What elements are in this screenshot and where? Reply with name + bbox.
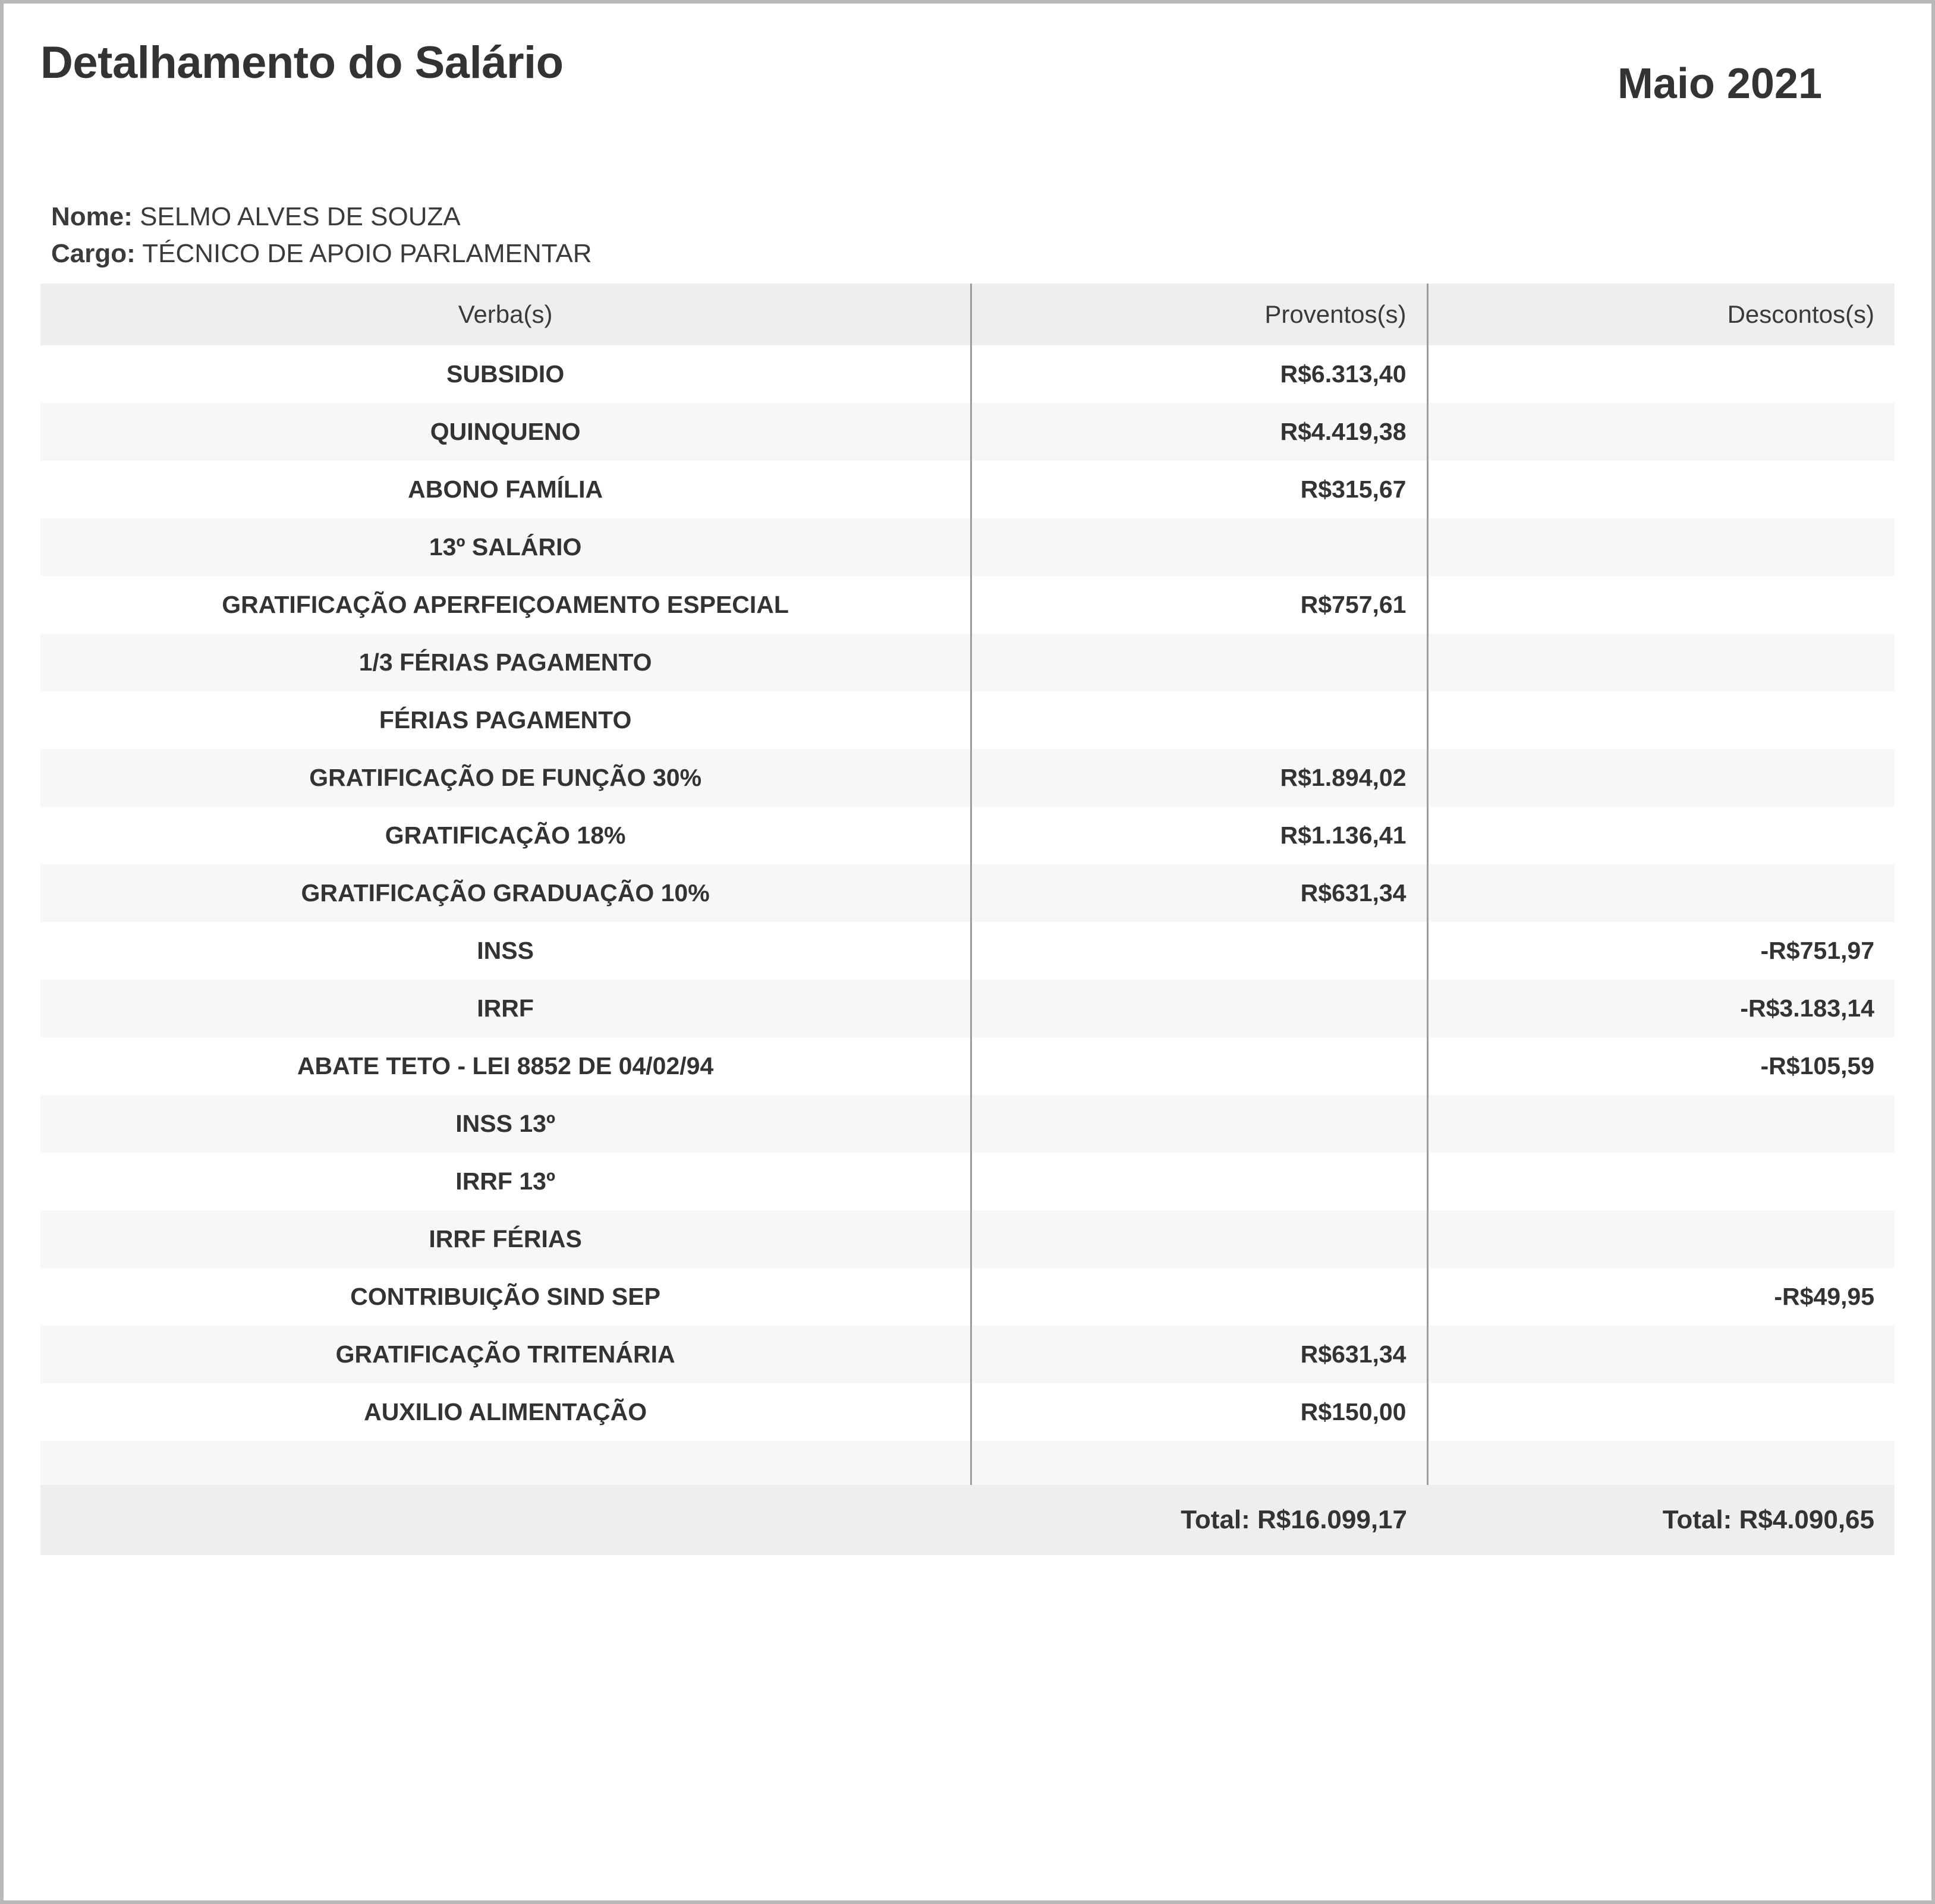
table-row <box>40 922 1895 980</box>
cell-proventos: R$6.313,40 <box>971 345 1427 403</box>
cell-proventos <box>971 1153 1427 1210</box>
table-row <box>40 576 1895 634</box>
cell-descontos: -R$751,97 <box>1427 922 1895 980</box>
cell-descontos <box>1427 461 1895 518</box>
cell-descontos <box>1427 1383 1895 1441</box>
table-row <box>40 1268 1895 1326</box>
cell-verba: GRATIFICAÇÃO 18% <box>40 807 971 864</box>
table-row <box>40 461 1895 518</box>
cell-verba: FÉRIAS PAGAMENTO <box>40 691 971 749</box>
table-footer <box>40 1485 1895 1555</box>
reference-period: Maio 2021 <box>1617 60 1822 108</box>
cell-verba: 1/3 FÉRIAS PAGAMENTO <box>40 634 971 691</box>
cell-verba: GRATIFICAÇÃO GRADUAÇÃO 10% <box>40 864 971 922</box>
cell-proventos: R$757,61 <box>971 576 1427 634</box>
cell-verba: GRATIFICAÇÃO TRITENÁRIA <box>40 1326 971 1383</box>
total-descontos: Total: R$4.090,65 <box>1427 1485 1895 1555</box>
salary-breakdown-table <box>40 284 1895 1555</box>
cell-descontos <box>1427 403 1895 461</box>
table-row <box>40 1383 1895 1441</box>
cell-verba: SUBSIDIO <box>40 345 971 403</box>
cell-verba: 13º SALÁRIO <box>40 518 971 576</box>
employee-name-label: Nome: <box>51 202 133 231</box>
cell-proventos: R$631,34 <box>971 864 1427 922</box>
spacer-cell <box>40 1441 971 1485</box>
cell-descontos <box>1427 1326 1895 1383</box>
cell-descontos <box>1427 518 1895 576</box>
cell-descontos <box>1427 807 1895 864</box>
cell-proventos: R$4.419,38 <box>971 403 1427 461</box>
cell-verba: IRRF FÉRIAS <box>40 1210 971 1268</box>
document-header <box>40 38 1895 108</box>
column-header-verba: Verba(s) <box>40 284 971 345</box>
cell-proventos: R$1.136,41 <box>971 807 1427 864</box>
cell-proventos: R$150,00 <box>971 1383 1427 1441</box>
totals-label-cell <box>40 1485 971 1555</box>
column-header-descontos: Descontos(s) <box>1427 284 1895 345</box>
cell-descontos <box>1427 1095 1895 1153</box>
table-row <box>40 1153 1895 1210</box>
cell-descontos <box>1427 576 1895 634</box>
cell-proventos <box>971 518 1427 576</box>
cell-verba: INSS <box>40 922 971 980</box>
cell-descontos: -R$3.183,14 <box>1427 980 1895 1037</box>
cell-proventos <box>971 634 1427 691</box>
table-body <box>40 345 1895 1485</box>
table-row <box>40 980 1895 1037</box>
cell-verba: AUXILIO ALIMENTAÇÃO <box>40 1383 971 1441</box>
cell-verba: QUINQUENO <box>40 403 971 461</box>
cell-descontos <box>1427 345 1895 403</box>
table-row <box>40 634 1895 691</box>
cell-verba: GRATIFICAÇÃO APERFEIÇOAMENTO ESPECIAL <box>40 576 971 634</box>
employee-info <box>51 199 1895 273</box>
totals-row <box>40 1485 1895 1555</box>
table-row <box>40 807 1895 864</box>
column-header-proventos: Proventos(s) <box>971 284 1427 345</box>
cell-verba: IRRF <box>40 980 971 1037</box>
cell-proventos <box>971 922 1427 980</box>
cell-descontos <box>1427 634 1895 691</box>
table-row <box>40 1095 1895 1153</box>
cell-verba: ABONO FAMÍLIA <box>40 461 971 518</box>
cell-proventos: R$1.894,02 <box>971 749 1427 807</box>
employee-role-line <box>51 235 1895 272</box>
table-row <box>40 403 1895 461</box>
table-header-row <box>40 284 1895 345</box>
cell-proventos: R$631,34 <box>971 1326 1427 1383</box>
table-row <box>40 864 1895 922</box>
cell-descontos: -R$49,95 <box>1427 1268 1895 1326</box>
cell-descontos <box>1427 749 1895 807</box>
cell-verba: GRATIFICAÇÃO DE FUNÇÃO 30% <box>40 749 971 807</box>
cell-proventos <box>971 691 1427 749</box>
cell-descontos <box>1427 864 1895 922</box>
spacer-cell <box>971 1441 1427 1485</box>
cell-verba: CONTRIBUIÇÃO SIND SEP <box>40 1268 971 1326</box>
table-row <box>40 1326 1895 1383</box>
cell-proventos <box>971 1095 1427 1153</box>
cell-descontos <box>1427 691 1895 749</box>
table-row <box>40 1210 1895 1268</box>
paystub-content <box>4 4 1931 1555</box>
table-header <box>40 284 1895 345</box>
cell-verba: ABATE TETO - LEI 8852 DE 04/02/94 <box>40 1037 971 1095</box>
employee-role-value: TÉCNICO DE APOIO PARLAMENTAR <box>142 239 592 269</box>
table-row <box>40 691 1895 749</box>
cell-proventos <box>971 980 1427 1037</box>
employee-role-label: Cargo: <box>51 239 136 269</box>
spacer-cell <box>1427 1441 1895 1485</box>
page-title: Detalhamento do Salário <box>40 37 564 88</box>
cell-verba: INSS 13º <box>40 1095 971 1153</box>
table-row <box>40 1037 1895 1095</box>
cell-verba: IRRF 13º <box>40 1153 971 1210</box>
table-spacer-row <box>40 1441 1895 1485</box>
table-row <box>40 518 1895 576</box>
cell-proventos <box>971 1037 1427 1095</box>
cell-descontos: -R$105,59 <box>1427 1037 1895 1095</box>
table-row <box>40 749 1895 807</box>
total-proventos: Total: R$16.099,17 <box>971 1485 1427 1555</box>
employee-name-value: SELMO ALVES DE SOUZA <box>140 202 461 231</box>
cell-proventos <box>971 1268 1427 1326</box>
cell-proventos: R$315,67 <box>971 461 1427 518</box>
employee-name-line <box>51 199 1895 235</box>
cell-descontos <box>1427 1153 1895 1210</box>
table-row <box>40 345 1895 403</box>
cell-proventos <box>971 1210 1427 1268</box>
cell-descontos <box>1427 1210 1895 1268</box>
